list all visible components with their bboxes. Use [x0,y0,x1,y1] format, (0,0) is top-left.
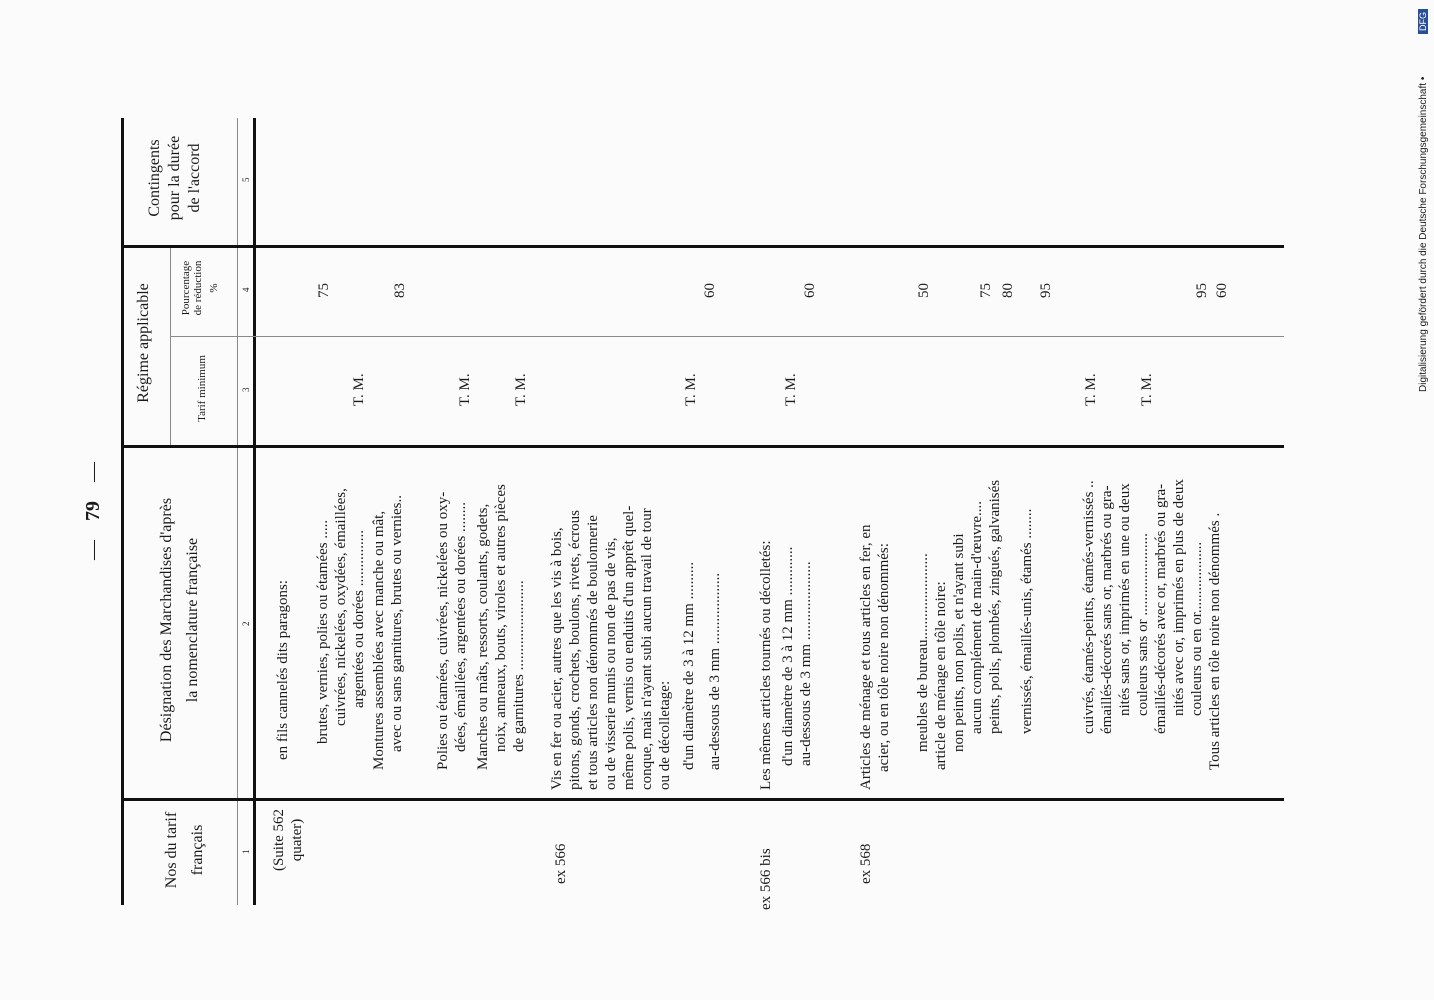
colnum-1: 1 [241,849,251,854]
row-2-desc [370,495,406,770]
row-6-line1: d'un diamètre de 3 à 12 mm .......... [681,561,697,770]
row-9-pct-1: 50 [916,283,932,298]
row-5-line2: pitons, gonds, crochets, boulons, rivets, écrous [567,510,583,790]
row-9-line1: meubles de bureau....................... [915,553,931,752]
header-col2-line2: la nomenclature française [184,537,201,703]
row-9-line6: vernissés, émaillés-unis, étamés ........ [1019,508,1035,734]
row-1-line3: argentées ou dorées ............... [351,529,367,708]
row-4-line2: noix, anneaux, bouts, viroles et autres pièces [493,484,509,752]
row-10-line2: émaillés-décorés sans or, marbrés ou gra- [1099,485,1115,734]
dash-left: — [82,540,104,560]
row-1-line2: cuivrées, nickelées, oxydées, émaillées, [333,488,349,726]
row-6-pct: 60 [702,283,718,298]
header-col5-line3: de l'accord [186,143,203,213]
row-7-tarif: T. M. [783,373,799,406]
row-7-line1: Les mêmes articles tournés ou décolletés: [758,540,774,790]
row-0-num [270,800,306,880]
header-col5 [145,128,205,228]
header-col3-text: Tarif minimum [196,355,208,422]
colnum-4: 4 [241,287,251,292]
row-10-tarif-2: T. M. [1139,373,1155,406]
header-col5-line2: pour la durée [166,135,183,221]
row-4-line1: Manches ou mâts, ressorts, coulants, godets, [475,503,491,770]
row-9-pct-2: 75 [978,283,994,298]
row-7-line3: au-dessous de 3 mm ..................... [798,561,814,766]
row-7-line2: d'un diamètre de 3 à 12 mm ............. [780,546,796,766]
row-10-line7: couleurs ou en or................... [1189,541,1205,716]
header-col5-line1: Contingents [146,139,163,217]
colnum-5: 5 [241,177,251,182]
row-5-line3: et tous articles non dénommés de boulonnerie [585,515,601,790]
row-2-line1: Montures assemblées avec manche ou mât, [371,510,387,770]
row-4-tarif: T. M. [513,373,529,406]
row-10-line3: nités sans or, imprimés en une ou deux [1117,483,1133,716]
header-col1 [162,800,208,900]
colnum-3: 3 [241,387,251,392]
page-number-area [82,462,105,560]
row-10-line5: émaillés-décorés avec or, marbrés ou gra- [1153,483,1169,734]
col-sep-5-4 [121,245,1284,248]
row-4-desc [474,484,528,770]
regime-divider [170,248,171,446]
row-10-tarif-1: T. M. [1083,373,1099,406]
row-8-line2: acier, ou en tôle noire non dénommés: [876,543,892,772]
row-5-line1: Vis en fer ou acier, autres que les vis à bois, [549,527,565,790]
header-regime [134,268,154,418]
dfg-logo-text: DFG [1418,12,1428,31]
row-6-tarif: T. M. [683,373,699,406]
row-5-line4: ou de visserie munis ou non de pas de vis, [603,537,619,790]
colnum-2: 2 [241,621,251,626]
row-8-desc [857,524,893,790]
row-3-tarif: T. M. [457,373,473,406]
header-col2-line1: Désignation des Marchandises d'après [158,497,175,743]
row-10-pct-1: 95 [1194,283,1210,298]
col-sep-4-3 [170,336,1284,337]
row-10-line6: nités avec or, imprimés en plus de deux [1171,479,1187,716]
row-9-line4: aucun complément de main-d'œuvre.... [969,500,985,734]
row-1-desc [314,488,368,744]
row-7-desc [757,541,815,791]
row-1-line1: brutes, vernies, polies ou étamées ..... [315,519,331,744]
header-col4-line1: Pourcentage [180,260,192,316]
row-1-tarif: T. M. [351,373,367,406]
table-left-border [121,118,124,905]
row-7-pct: 60 [802,283,818,298]
row-10-line8: Tous articles en tôle noire non dénommés . [1207,512,1223,770]
row-0-num-line1: (Suite 562 [271,808,287,872]
dash-right: — [82,462,104,482]
header-col1-line1: Nos du tarif [163,811,180,889]
row-9-line3: non peints, non polis, et n'ayant subi [951,533,967,752]
watermark-text: Digitalisierung gefördert durch die Deutsche Forschungsgemeinschaft • [1418,76,1429,392]
col-sep-3-2 [121,445,1284,448]
row-5-line7: ou de décolletage: [657,680,673,790]
row-10-desc [1080,479,1224,770]
row-8-num: ex 568 [858,843,874,884]
row-9-pct-3: 80 [1000,283,1016,298]
row-2-pct: 83 [392,283,408,298]
row-9-desc [914,480,1036,770]
row-5-num: ex 566 [553,843,569,884]
page-number: 79 [82,501,104,521]
row-0-num-line2: quater) [289,818,305,862]
header-col4-line3: % [208,283,220,293]
row-5-line5: même polis, vernis ou enduits d'un apprêt quel- [621,505,637,790]
row-3-line1: Polies ou étamées, cuivrées, nickelées ou oxy- [435,491,451,770]
row-2-line2: avec ou sans garnitures, brutes ou vernies.. [389,494,405,752]
row-6-line2: au-dessous de 3 mm ................... [707,572,723,770]
row-3-line2: dées, émaillées, argentées ou dorées ........ [453,501,469,752]
row-10-line1: cuivrés, étamés-peints, étamés-vernissés .. [1081,480,1097,734]
row-10-line4: couleurs sans or ...................... [1135,533,1151,716]
row-9-line2: article de ménage en tôle noire: [933,581,949,770]
header-regime-text: Régime applicable [135,283,152,403]
watermark [1418,77,1429,392]
row-7-num: ex 566 bis [758,848,774,910]
row-6-desc [680,562,724,770]
header-col1-line2: français [189,824,206,876]
row-9-pct-4: 95 [1038,283,1054,298]
row-9-line5: peints, polis, plombés, zingués, galvanisés [987,479,1003,734]
row-5-line6: conque, mais n'ayant subi aucun travail de tour [639,508,655,790]
header-col3 [196,341,208,436]
dfg-logo [1418,9,1428,34]
row-1-pct: 75 [316,283,332,298]
header-col2 [157,450,203,790]
header-col4-line2: de réduction [192,260,204,316]
header-col4 [180,248,220,328]
row-0-desc [274,580,292,760]
row-5-desc [548,506,674,790]
row-8-line1: Articles de ménage et tous articles en fer, en [858,524,874,790]
row-0-line1: en fils cannelés dits paragons: [275,580,291,760]
row-4-line3: de garnitures ........................ [511,580,527,752]
colnum-divider [237,118,238,905]
header-divider [253,118,256,905]
row-10-pct-2: 60 [1214,283,1230,298]
row-3-desc [434,492,470,770]
